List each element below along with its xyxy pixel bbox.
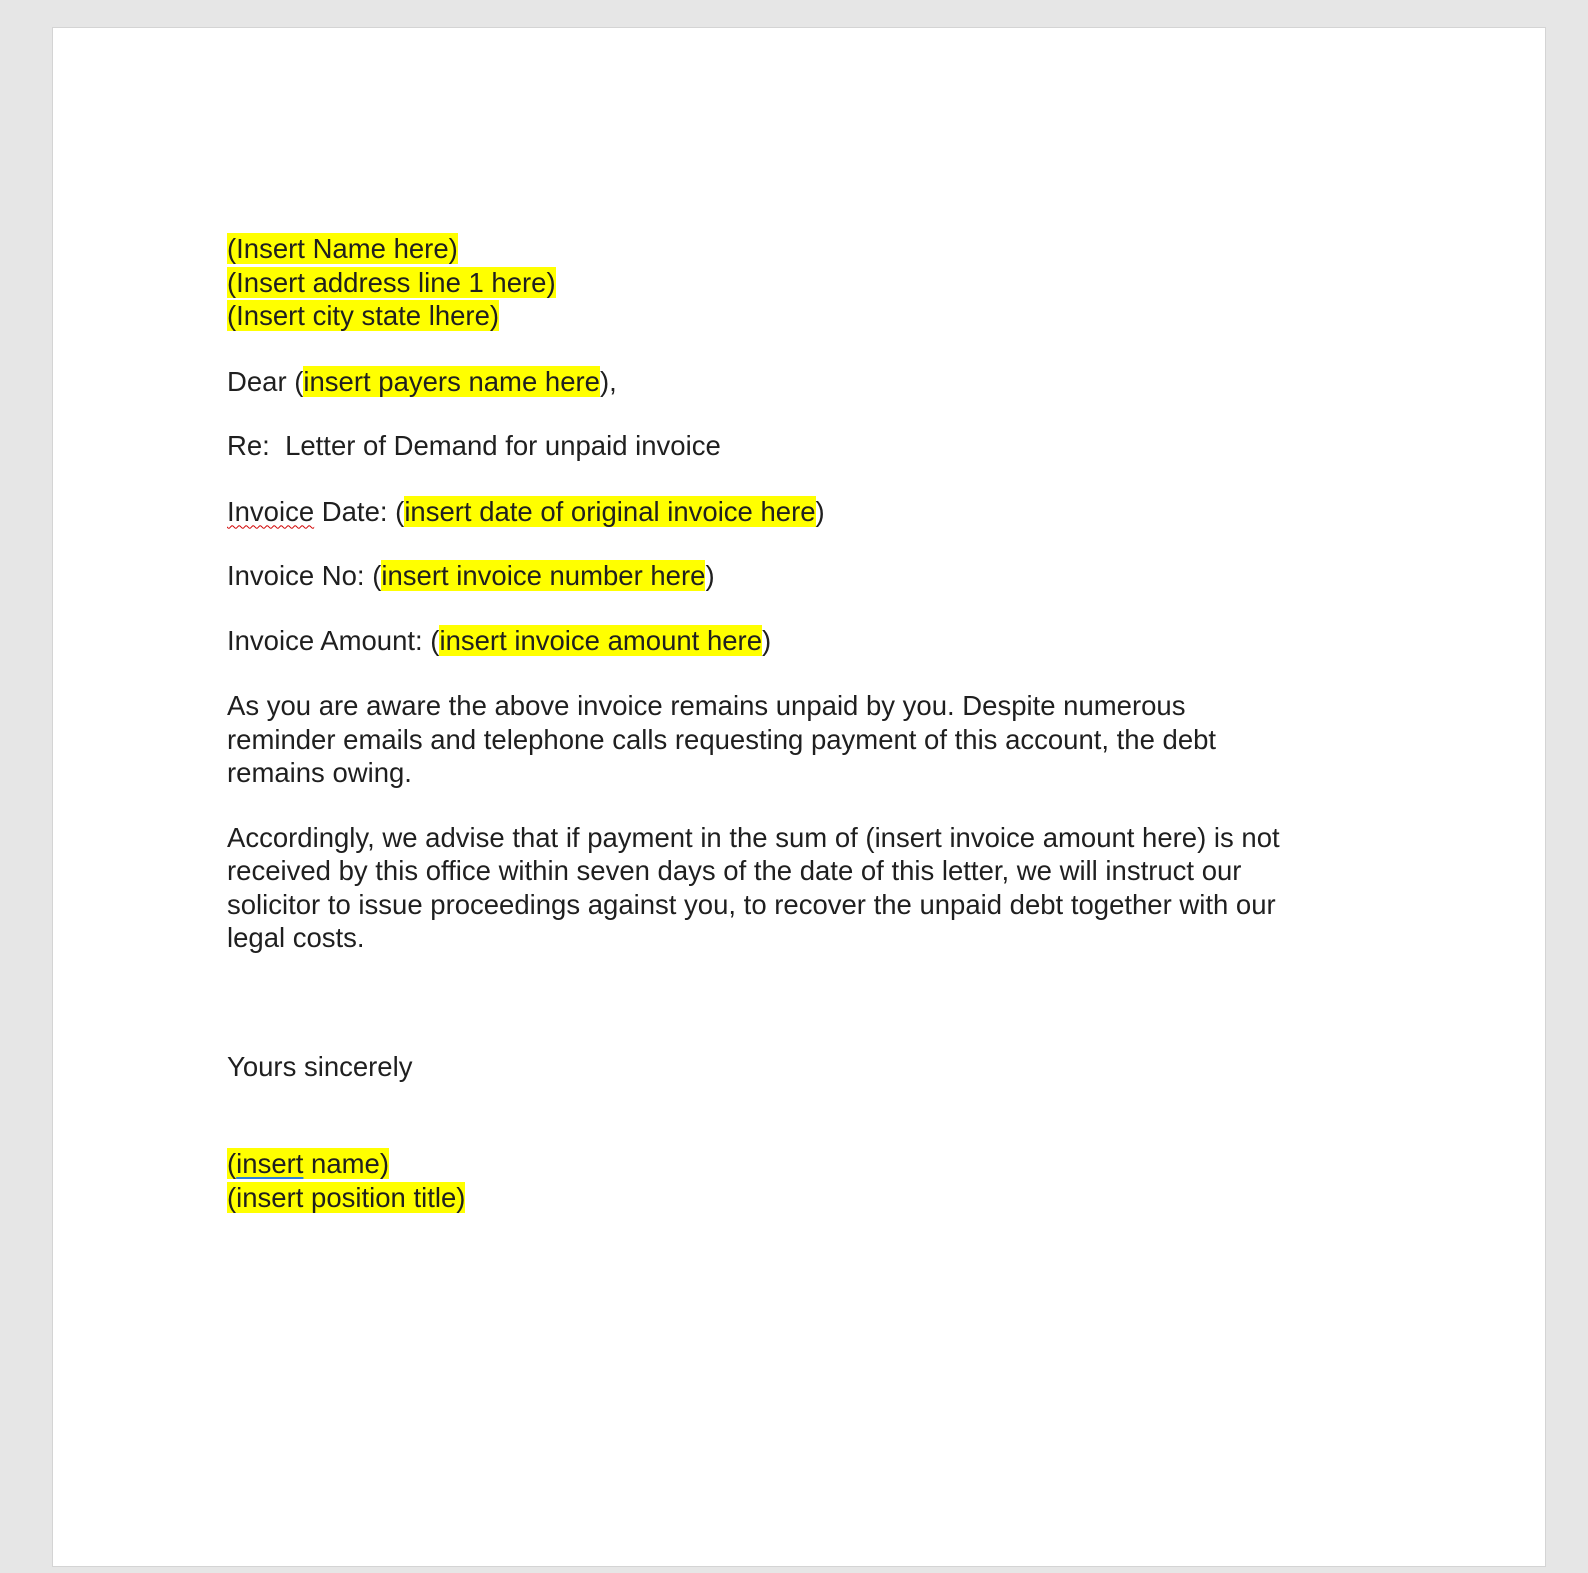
- recipient-block: [227, 232, 1367, 333]
- recipient-city-placeholder: (Insert city state lhere): [227, 300, 500, 331]
- paragraph-1-line-3: remains owing.: [227, 757, 412, 788]
- recipient-address-line: [227, 266, 1367, 300]
- recipient-name-line: [227, 232, 1367, 266]
- signature-name-rest: name): [303, 1148, 390, 1179]
- payer-name-placeholder: insert payers name here: [303, 365, 600, 397]
- recipient-city-line: [227, 299, 1367, 333]
- invoice-number-line: [227, 559, 1367, 593]
- invoice-date-placeholder: insert date of original invoice here: [404, 495, 816, 527]
- paragraph-1-line-2: reminder emails and telephone calls requesting payment of this account, the debt: [227, 723, 1217, 755]
- invoice-date-label: Date: (: [314, 495, 405, 527]
- signature-insert-word: insert: [236, 1148, 304, 1179]
- invoice-date-label-word: Invoice: [227, 495, 315, 527]
- body-paragraph-1: [227, 689, 1367, 790]
- paragraph-2-line-3: solicitor to issue proceedings against you, to recover the unpaid debt together with our: [227, 888, 1276, 920]
- signature-position-line: [227, 1181, 1367, 1215]
- invoice-amount-suffix: ): [762, 624, 772, 656]
- paragraph-2-line-1: Accordingly, we advise that if payment in the sum of (insert invoice amount here) is not: [227, 821, 1280, 853]
- body-paragraph-2: [227, 821, 1367, 955]
- invoice-date-line: [227, 495, 1367, 529]
- paragraph-2-line-4: legal costs.: [227, 922, 365, 953]
- invoice-amount-placeholder: insert invoice amount here: [439, 624, 763, 656]
- invoice-amount-label: Invoice Amount: (: [227, 624, 440, 656]
- invoice-date-suffix: ): [815, 495, 825, 527]
- invoice-number-label: Invoice No: (: [227, 560, 382, 591]
- signature-name-line: [227, 1147, 1367, 1181]
- letter-body: [227, 232, 1367, 1214]
- subject-line: Re: Letter of Demand for unpaid invoice: [227, 430, 721, 461]
- recipient-name-placeholder: (Insert Name here): [227, 233, 458, 264]
- document-page[interactable]: [52, 27, 1546, 1567]
- recipient-address-placeholder: (Insert address line 1 here): [227, 266, 556, 298]
- paragraph-1-line-1: As you are aware the above invoice remains unpaid by you. Despite numerous: [227, 690, 1186, 721]
- invoice-number-placeholder: insert invoice number here: [381, 560, 706, 591]
- salutation-line: [227, 365, 1367, 399]
- salutation-prefix: Dear (: [227, 365, 304, 397]
- signature-block: [227, 1147, 1367, 1214]
- closing-line: Yours sincerely: [227, 1050, 413, 1082]
- salutation-suffix: ),: [599, 365, 617, 397]
- paragraph-2-line-2: received by this office within seven days of the date of this letter, we will instruct our: [227, 855, 1242, 886]
- invoice-number-suffix: ): [705, 560, 715, 591]
- signature-position-placeholder: (insert position title): [227, 1181, 466, 1213]
- signature-name-placeholder: [227, 1148, 389, 1179]
- signature-open-paren: (: [227, 1148, 237, 1179]
- invoice-amount-line: [227, 624, 1367, 658]
